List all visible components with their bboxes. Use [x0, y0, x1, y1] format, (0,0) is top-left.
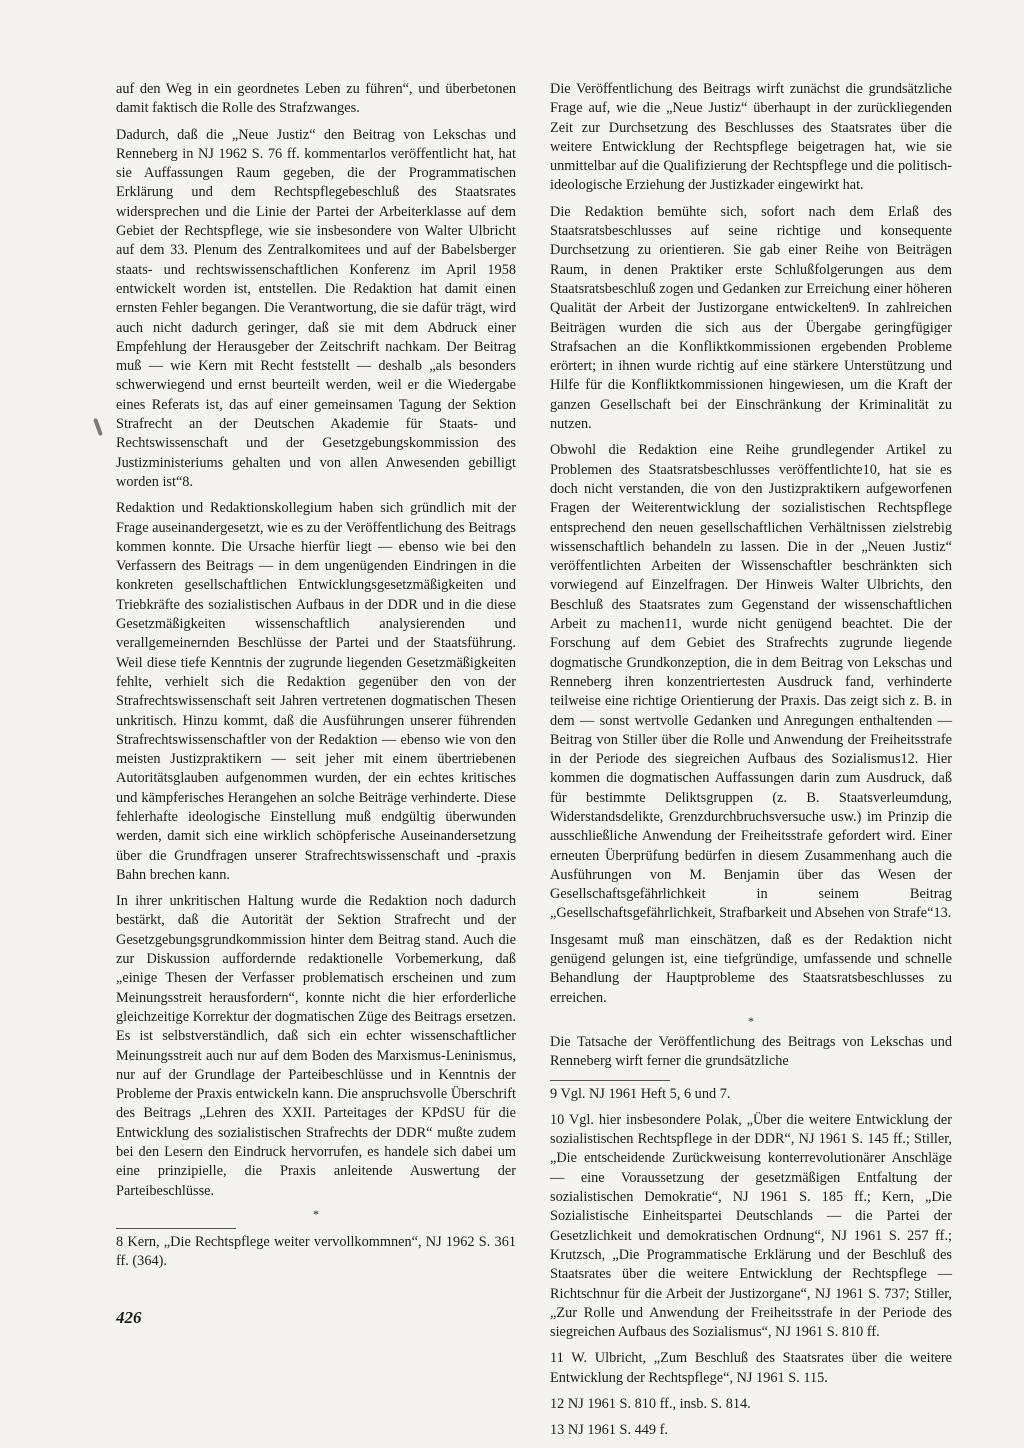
paragraph: In ihrer unkritischen Haltung wurde die Redaktion noch dadurch bestärkt, daß die Autorität der Sektion Strafrecht und der Gesetzgebungsgrundkommission hinter dem Beitrag stand. Auch die zur Diskussion auffordernde redaktionelle Vorbemerkung, daß „einige Thesen der Verfasser problematisch erscheinen und zum Meinungsstreit herausfordern“, konnte nicht die hier erforderliche gleichzeitige Korrektur der dogmatischen Züge des Beitrags ersetzen. Es ist selbstverständlich, daß sich ein echter wissenschaftlicher Meinungsstreit auch nur auf dem Boden des Marxismus-Leninismus, nur auf der Grundlage der Parteibeschlüsse und in Kenntnis der Probleme der Praxis entwickeln kann. Die anspruchsvolle Überschrift des Beitrags „Lehren des XXII. Parteitages der KPdSU für die Entwicklung des sozialistischen Strafrechts der DDR“ mußte zudem bei den Lesern den Eindruck hervorrufen, es handele sich dabei um eine prinzipielle, die Praxis anleitende Auswertung der Parteibeschlüsse. [116, 893, 516, 1199]
paragraph: auf den Weg in ein geordnetes Leben zu führen“, und überbetonen damit faktisch die Rolle des Strafzwanges. [116, 81, 516, 117]
paragraph: Insgesamt muß man einschätzen, daß es der Redaktion nicht genügend gelungen ist, eine tiefgründige, umfassende und schnelle Behandlung der Hauptprobleme des Staatsratsbeschlusses zu erreichen. [550, 931, 952, 1006]
footnote: 13 NJ 1961 S. 449 f. [550, 1422, 668, 1439]
footnote: 8 Kern, „Die Rechtspflege weiter vervollkommnen“, NJ 1962 S. 361 ff. (364). [116, 1233, 516, 1270]
page-number: 426 [116, 1308, 142, 1327]
section-separator: * [313, 1206, 319, 1221]
paragraph: Dadurch, daß die „Neue Justiz“ den Beitrag von Lekschas und Renneberg in NJ 1962 S. 76 ff. kommentarlos veröffentlicht hat, hat sie Auffassungen Raum gegeben, die der Programmatischen Erklärung und dem Rechtspflegebeschluß des Staatsrates widersprechen und die Linie der Partei der Arbeiterklasse auf dem Gebiet der Rechtspflege, wie sie insbesondere von Walter Ulbricht auf dem 33. Plenum des Zentralkomitees und auf der Babelsberger staats- und rechtswissenschaftlichen Konferenz im April 1958 entwickelt worden ist, entstellen. Die Redaktion hat damit einen ernsten Fehler begangen. Die Verantwortung, die sie dafür trägt, wird auch nicht dadurch geringer, daß sie mit dem Abdruck einer Empfehlung der Herausgeber der Zeitschrift nachkam. Der Beitrag muß — wie Kern mit Recht feststellt — deshalb „als besonders schwerwiegend und ernst beurteilt werden, weil er die Wiedergabe eines Referats ist, das auf einer gemeinsamen Tagung der Sektion Strafrecht an der Deutschen Akademie für Staats- und Rechtswissenschaft und der Gesetzgebungskommission des Justizministeriums gehalten und von allen Anwesenden gebilligt worden ist“8. [116, 126, 516, 490]
right-column [550, 80, 952, 1448]
paragraph: Die Veröffentlichung des Beitrags wirft zunächst die grundsätzliche Frage auf, wie die „Neue Justiz“ überhaupt in der zurückliegenden Zeit zur Durchsetzung des Beschlusses des Staatsrates über die weitere Entwicklung der Rechtspflege beigetragen hat, wie sie unmittelbar auf die Qualifizierung der Rechtspflege und die politisch-ideologische Erziehung der Justizkader eingewirkt hat. [550, 81, 952, 194]
section-separator: * [748, 1013, 754, 1028]
paragraph: Obwohl die Redaktion eine Reihe grundlegender Artikel zu Problemen des Staatsratsbeschlusses veröffentlichte10, hat sie es doch nicht verstanden, die von den Justizpraktikern aufgeworfenen Fragen der Weiterentwicklung der sozialistischen Rechtspflege entsprechend den neuen gesellschaftlichen Verhältnissen zielstrebig wissenschaftlich behandeln zu lassen. Die in der „Neuen Justiz“ veröffentlichten Arbeiten der Wissenschaftler beschränkten sich vorwiegend auf Einzelfragen. Der Hinweis Walter Ulbrichts, den Beschluß des Staatsrates zum Gegenstand der wissenschaftlichen Arbeit zu machen11, wurde nicht genügend beachtet. Die der Forschung auf dem Gebiet des Strafrechts zugrunde liegende dogmatische Grundkonzeption, die in dem Beitrag von Lekschas und Renneberg ihren konzentriertesten Ausdruck fand, verhinderte teilweise eine richtige Orientierung der Praxis. Das zeigt sich z. B. in dem — sonst wertvolle Gedanken und Anregungen enthaltenden — Beitrag von Stiller über die Rolle und Anwendung der Freiheitsstrafe in der Periode des siegreichen Aufbaus des Sozialismus12. Hier kommen die dogmatischen Auffassungen darin zum Ausdruck, daß für bestimmte Deliktsgruppen (z. B. Staatsverleumdung, Widerstandsdelikte, Grenzdurchbruchsversuche usw.) im Prinzip die ausschließliche Anwendung der Freiheitsstrafe gefordert wird. Einer erneuten Überprüfung bedürfen in diesem Zusammenhang auch die Ausführungen von M. Benjamin über das Wesen der Gesellschaftsgefährlichkeit in seinem Beitrag „Gesellschaftsgefährlichkeit, Strafbarkeit und Absehen von Strafe“13. [550, 442, 952, 922]
footnote: 11 W. Ulbricht, „Zum Beschluß des Staatsrates über die weitere Entwicklung der Rechtspflege“, NJ 1961 S. 115. [550, 1350, 952, 1386]
paragraph: Redaktion und Redaktionskollegium haben sich gründlich mit der Frage auseinandergesetzt, wie es zu der Veröffentlichung des Beitrags kommen konnte. Die Ursache hierfür liegt — ebenso wie bei den Verfassern des Beitrags — in dem ungenügenden Eindringen in die konkreten gesellschaftlichen Entwicklungsgesetzmäßigkeiten und Triebkräfte des sozialistischen Aufbaus in der DDR und in die diese Gesetzmäßigkeiten wissenschaftlich analysierenden und verallgemeinernden Beschlüsse der Partei und der Staatsführung. Weil diese tiefe Kenntnis der zugrunde liegenden Gesetzmäßigkeiten fehlte, verhielt sich die Redaktion gegenüber den von der Strafrechtswissenschaft seit Jahren vertretenen dogmatischen Thesen unkritisch. Hinzu kommt, daß die Ausführungen unserer führenden Strafrechtswissenschaftler von der Redaktion — ebenso wie von den meisten Justizpraktikern — seit jeher mit einem übertriebenen Autoritätsglauben aufgenommen wurden, der ein echtes kritisches und kämpferisches Herangehen an solche Beiträge verhinderte. Diese fehlerhafte ideologische Einstellung muß endgültig überwunden werden, damit sich eine wirklich schöpferische Auseinandersetzung über die Grundfragen unserer Strafrechtswissenschaft und -praxis Bahn brechen kann. [116, 500, 516, 883]
footnote: 9 Vgl. NJ 1961 Heft 5, 6 und 7. [550, 1085, 731, 1102]
paragraph: Die Redaktion bemühte sich, sofort nach dem Erlaß des Staatsratsbeschlusses auf seine richtige und konsequente Durchsetzung zu orientieren. Sie gab einer Reihe von Beiträgen Raum, in denen Praktiker erste Schlußfolgerungen aus dem Staatsratsbeschluß zogen und Gedanken zur Erreichung einer höheren Qualität der Arbeit der Justizorgane entwickelten9. In zahlreichen Beiträgen wurden die sich aus der Übergabe geringfügiger Strafsachen an die Konfliktkommissionen ergebenden Probleme erörtert; in ihnen wurde richtig auf eine stärkere Unterstützung und Hilfe für die Konfliktkommissionen hingewiesen, um die Kraft der ganzen Gesellschaft bei der Einschränkung der Kriminalität zu nutzen. [550, 203, 952, 433]
footnote: 10 Vgl. hier insbesondere Polak, „Über die weitere Entwicklung der sozialistischen Rechtspflege in der DDR“, NJ 1961 S. 145 ff.; Stiller, „Die entscheidende Zurückweisung konterrevolutionärer Anschläge — eine Voraussetzung der gesetzmäßigen Entfaltung der sozialistischen Demokratie“, NJ 1961 S. 185 ff.; Kern, „Die Sozialistische Einheitspartei Deutschlands — die Partei der Gesetzlichkeit und demokratischen Ordnung“, NJ 1961 S. 257 ff.; Krutzsch, „Die Programmatische Erklärung und der Beschluß des Staatsrates über die weitere Entwicklung der Rechtspflege — Richtschnur für die Arbeit der Justizorgane“, NJ 1961 S. 737; Stiller, „Zur Rolle und Anwendung der Freiheitsstrafe in der Periode des siegreichen Aufbaus des Sozialismus“, NJ 1961 S. 810 ff. [550, 1111, 952, 1341]
footnote-rule [116, 1228, 236, 1229]
left-column [116, 80, 516, 1279]
footnote-rule [550, 1080, 670, 1081]
paragraph: Die Tatsache der Veröffentlichung des Beitrags von Lekschas und Renneberg wirft ferner die grundsätzliche [550, 1033, 952, 1070]
margin-mark [93, 418, 103, 436]
footnote: 12 NJ 1961 S. 810 ff., insb. S. 814. [550, 1396, 751, 1412]
